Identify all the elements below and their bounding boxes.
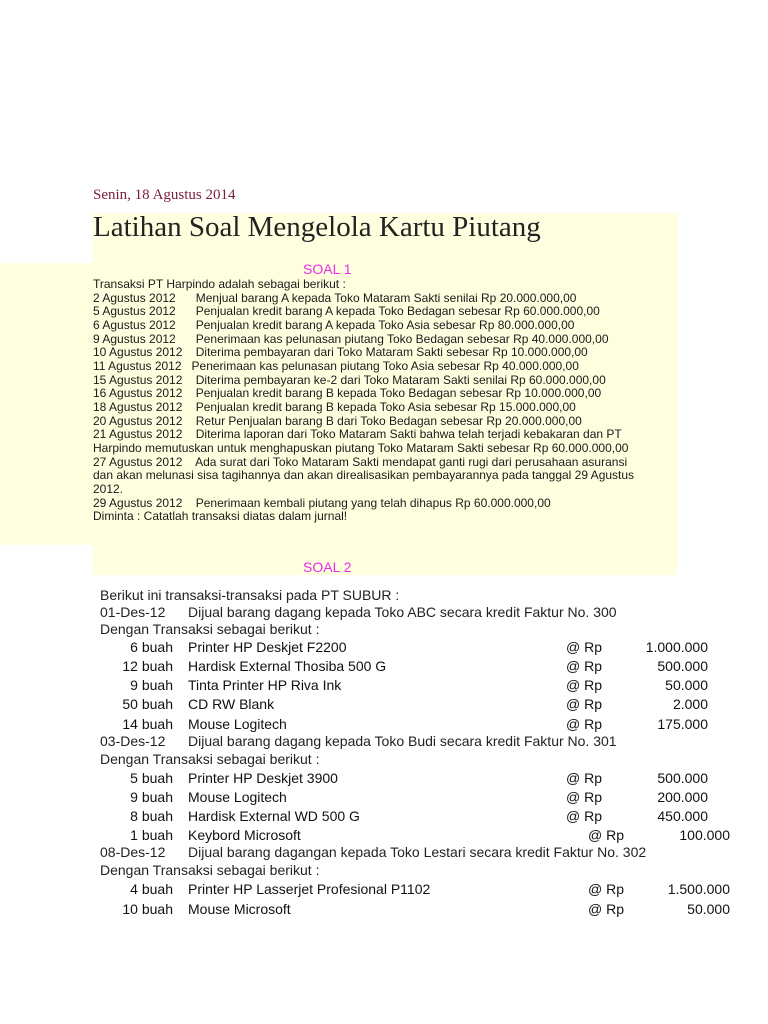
soal1-line: dan akan melunasi sisa tagihannya dan akan direalisasikan pembayarannya pada tanggal 29 Agustus [93, 468, 635, 483]
soal1-line: Diminta : Catatlah transaksi diatas dalam jurnal! [93, 509, 348, 524]
item-qty: 1 buah [130, 827, 173, 843]
transaction-date: 08-Des-12 [100, 844, 166, 860]
item-name: Keybord Microsoft [188, 827, 301, 843]
item-unit: @ Rp [588, 901, 624, 917]
soal1-line: Transaksi PT Harpindo adalah sebagai berikut : [93, 277, 346, 291]
item-price: 2.000 [672, 696, 708, 712]
item-name: Hardisk External WD 500 G [188, 808, 360, 824]
item-price: 50.000 [665, 677, 708, 693]
item-qty: 9 buah [130, 677, 173, 693]
soal1-line: 9 Agustus 2012 Penerimaan kas pelunasan piutang Toko Bedagan sebesar Rp 40.000.000,00 [93, 331, 609, 346]
soal1-line: 6 Agustus 2012 Penjualan kredit barang A kepada Toko Asia sebesar Rp 80.000.000,00 [93, 317, 575, 332]
transaction-desc: Dijual barang dagang kepada Toko ABC secara kredit Faktur No. 300 [188, 604, 617, 620]
item-price: 1.000.000 [645, 639, 708, 655]
transaction-detail-label: Dengan Transaksi sebagai berikut : [100, 751, 320, 767]
transaction-date: 01-Des-12 [100, 604, 166, 620]
soal1-line: 29 Agustus 2012 Penerimaan kembali piutang yang telah dihapus Rp 60.000.000,00 [93, 495, 551, 510]
transaction-desc: Dijual barang dagang kepada Toko Budi secara kredit Faktur No. 301 [188, 733, 617, 749]
item-name: CD RW Blank [188, 696, 275, 712]
item-unit: @ Rp [588, 827, 624, 843]
item-price: 50.000 [687, 901, 730, 917]
item-qty: 5 buah [130, 770, 173, 786]
item-qty: 9 buah [130, 789, 173, 805]
item-unit: @ Rp [566, 658, 602, 674]
post-date: Senin, 18 Agustus 2014 [93, 187, 236, 203]
soal1-text [93, 278, 677, 524]
item-name: Tinta Printer HP Riva Ink [188, 677, 342, 693]
item-name: Mouse Microsoft [188, 901, 291, 917]
item-price: 450.000 [657, 808, 708, 824]
item-name: Printer HP Lasserjet Profesional P1102 [188, 881, 431, 897]
transaction-desc: Dijual barang dagangan kepada Toko Lestari secara kredit Faktur No. 302 [188, 844, 647, 860]
soal1-line: 16 Agustus 2012 Penjualan kredit barang B kepada Toko Bedagan sebesar Rp 10.000.000,00 [93, 386, 602, 401]
item-name: Mouse Logitech [188, 716, 287, 732]
item-unit: @ Rp [566, 639, 602, 655]
soal2-heading: SOAL 2 [303, 559, 352, 575]
soal1-heading: SOAL 1 [303, 261, 352, 277]
item-unit: @ Rp [588, 881, 624, 897]
soal1-line: 11 Agustus 2012 Penerimaan kas pelunasan piutang Toko Asia sebesar Rp 40.000.000,00 [93, 358, 579, 373]
transaction-detail-label: Dengan Transaksi sebagai berikut : [100, 621, 320, 637]
item-price: 175.000 [657, 716, 708, 732]
item-unit: @ Rp [566, 677, 602, 693]
soal1-line: 21 Agustus 2012 Diterima laporan dari Toko Mataram Sakti bahwa telah terjadi kebakaran dan PT [93, 427, 622, 442]
item-unit: @ Rp [566, 716, 602, 732]
item-qty: 50 buah [122, 696, 173, 712]
soal1-line: 2 Agustus 2012 Menjual barang A kepada Toko Mataram Sakti senilai Rp 20.000.000,00 [93, 290, 577, 305]
soal1-line: 5 Agustus 2012 Penjualan kredit barang A kepada Toko Bedagan sebesar Rp 60.000.000,00 [93, 304, 600, 319]
item-price: 500.000 [657, 770, 708, 786]
item-name: Mouse Logitech [188, 789, 287, 805]
post-title: Latihan Soal Mengelola Kartu Piutang [93, 211, 541, 243]
soal2-intro: Berikut ini transaksi-transaksi pada PT SUBUR : [100, 587, 400, 603]
item-unit: @ Rp [566, 696, 602, 712]
soal1-line: 15 Agustus 2012 Diterima pembayaran ke-2 dari Toko Mataram Sakti senilai Rp 60.000.000,00 [93, 372, 606, 387]
item-name: Printer HP Deskjet F2200 [188, 639, 347, 655]
soal1-line: Harpindo memutuskan untuk menghapuskan piutang Toko Mataram Sakti sebesar Rp 60.000.000,00 [93, 440, 629, 455]
item-price: 500.000 [657, 658, 708, 674]
item-qty: 6 buah [130, 639, 173, 655]
transaction-detail-label: Dengan Transaksi sebagai berikut : [100, 862, 320, 878]
item-qty: 12 buah [122, 658, 173, 674]
transaction-date: 03-Des-12 [100, 733, 166, 749]
highlight-band-left [0, 263, 93, 545]
item-unit: @ Rp [566, 770, 602, 786]
item-qty: 10 buah [122, 901, 173, 917]
item-price: 200.000 [657, 789, 708, 805]
item-unit: @ Rp [566, 808, 602, 824]
soal1-line: 20 Agustus 2012 Retur Penjualan barang B dari Toko Bedagan sebesar Rp 20.000.000,00 [93, 413, 582, 428]
item-name: Printer HP Deskjet 3900 [188, 770, 338, 786]
soal1-line: 18 Agustus 2012 Penjualan kredit barang B kepada Toko Asia sebesar Rp 15.000.000,00 [93, 399, 576, 414]
soal1-line: 2012. [93, 481, 124, 496]
item-qty: 4 buah [130, 881, 173, 897]
soal1-line: 27 Agustus 2012 Ada surat dari Toko Mataram Sakti mendapat ganti rugi dari perusahaan asuransi [93, 454, 628, 469]
item-unit: @ Rp [566, 789, 602, 805]
item-price: 100.000 [679, 827, 730, 843]
item-qty: 14 buah [122, 716, 173, 732]
item-name: Hardisk External Thosiba 500 G [188, 658, 387, 674]
soal1-line: 10 Agustus 2012 Diterima pembayaran dari Toko Mataram Sakti sebesar Rp 10.000.000,00 [93, 345, 588, 360]
item-qty: 8 buah [130, 808, 173, 824]
item-price: 1.500.000 [667, 881, 730, 897]
